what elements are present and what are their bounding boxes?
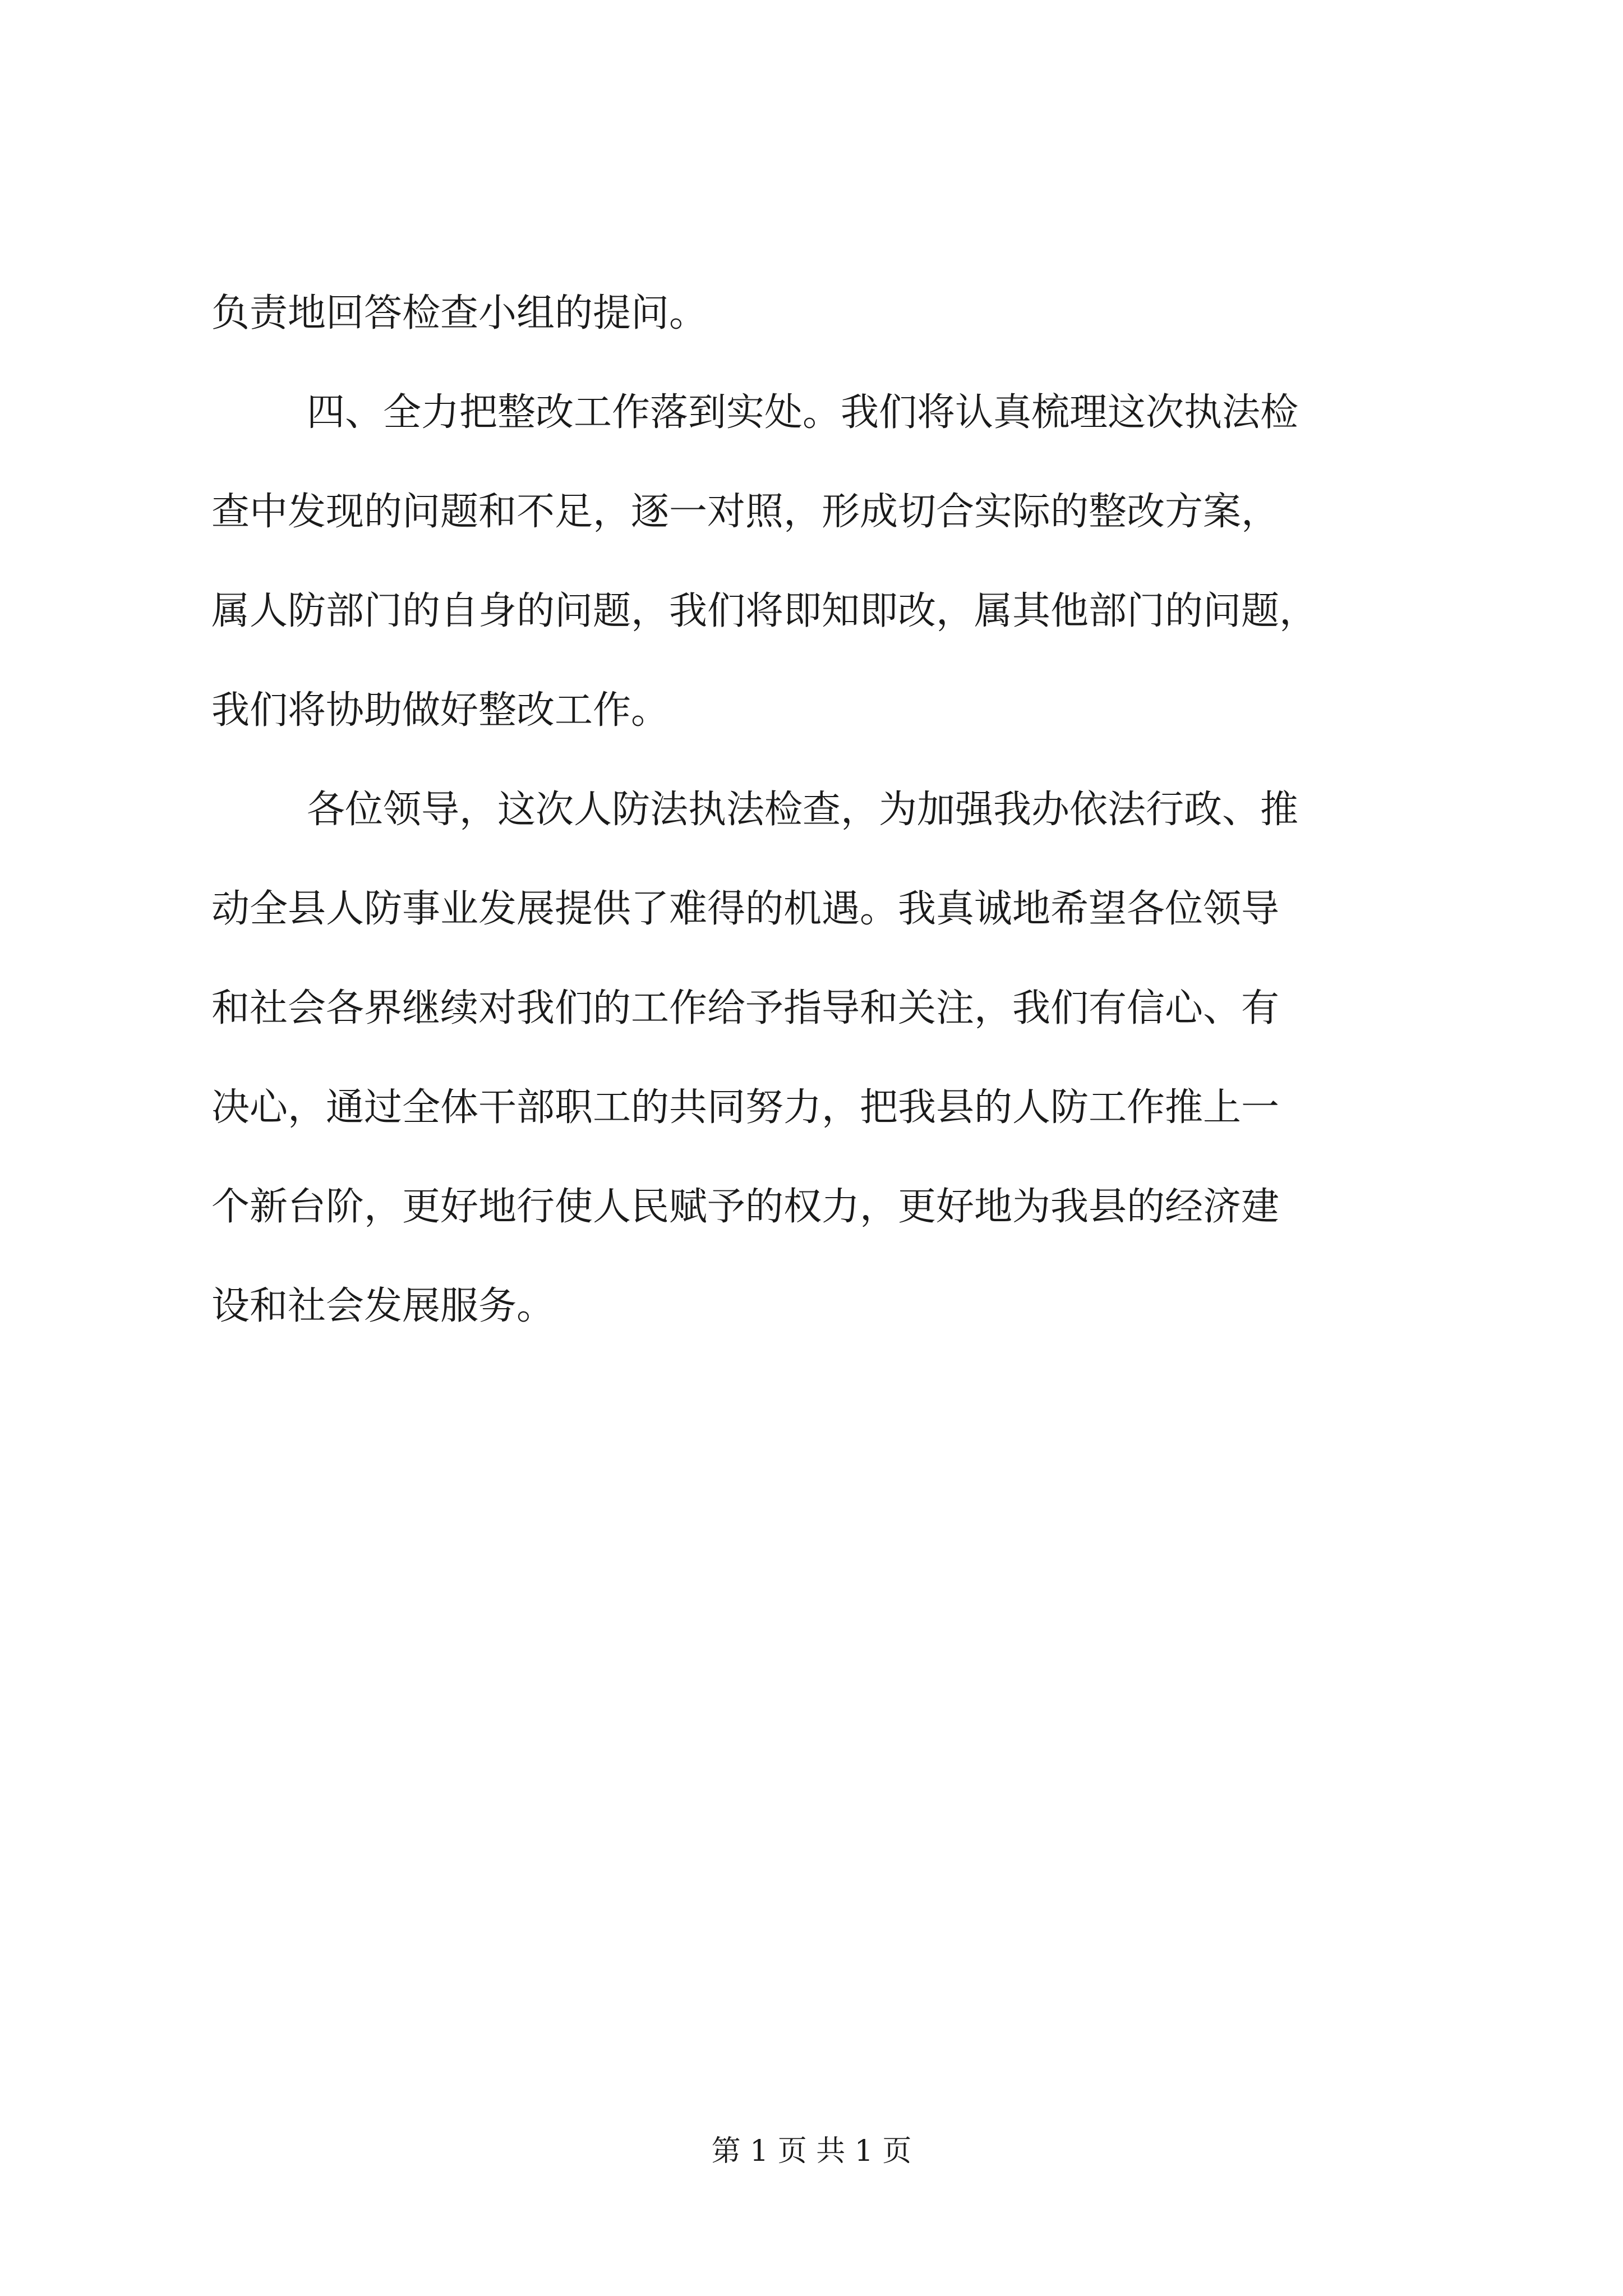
paragraph-line: 各位领导，这次人防法执法检查，为加强我办依法行政、推: [307, 788, 1299, 832]
paragraph-line: 负责地回答检查小组的提问。: [211, 291, 708, 335]
paragraph-line: 查中发现的问题和不足，逐一对照，形成切合实际的整改方案，: [211, 490, 1280, 534]
paragraph-line: 个新台阶，更好地行使人民赋予的权力，更好地为我县的经济建: [211, 1185, 1280, 1229]
paragraph-line: 四、全力把整改工作落到实处。我们将认真梳理这次执法检: [307, 390, 1299, 435]
paragraph-line: 设和社会发展服务。: [211, 1284, 555, 1328]
paragraph-line: 决心，通过全体干部职工的共同努力，把我县的人防工作推上一: [211, 1085, 1280, 1130]
paragraph-line: 和社会各界继续对我们的工作给予指导和关注，我们有信心、有: [211, 986, 1280, 1030]
paragraph-line: 我们将协助做好整改工作。: [211, 688, 670, 733]
paragraph-line: 属人防部门的自身的问题，我们将即知即改，属其他部门的问题，: [211, 589, 1318, 633]
page-footer: 第 1 页 共 1 页: [711, 2134, 912, 2168]
paragraph-line: 动全县人防事业发展提供了难得的机遇。我真诚地希望各位领导: [211, 887, 1280, 931]
